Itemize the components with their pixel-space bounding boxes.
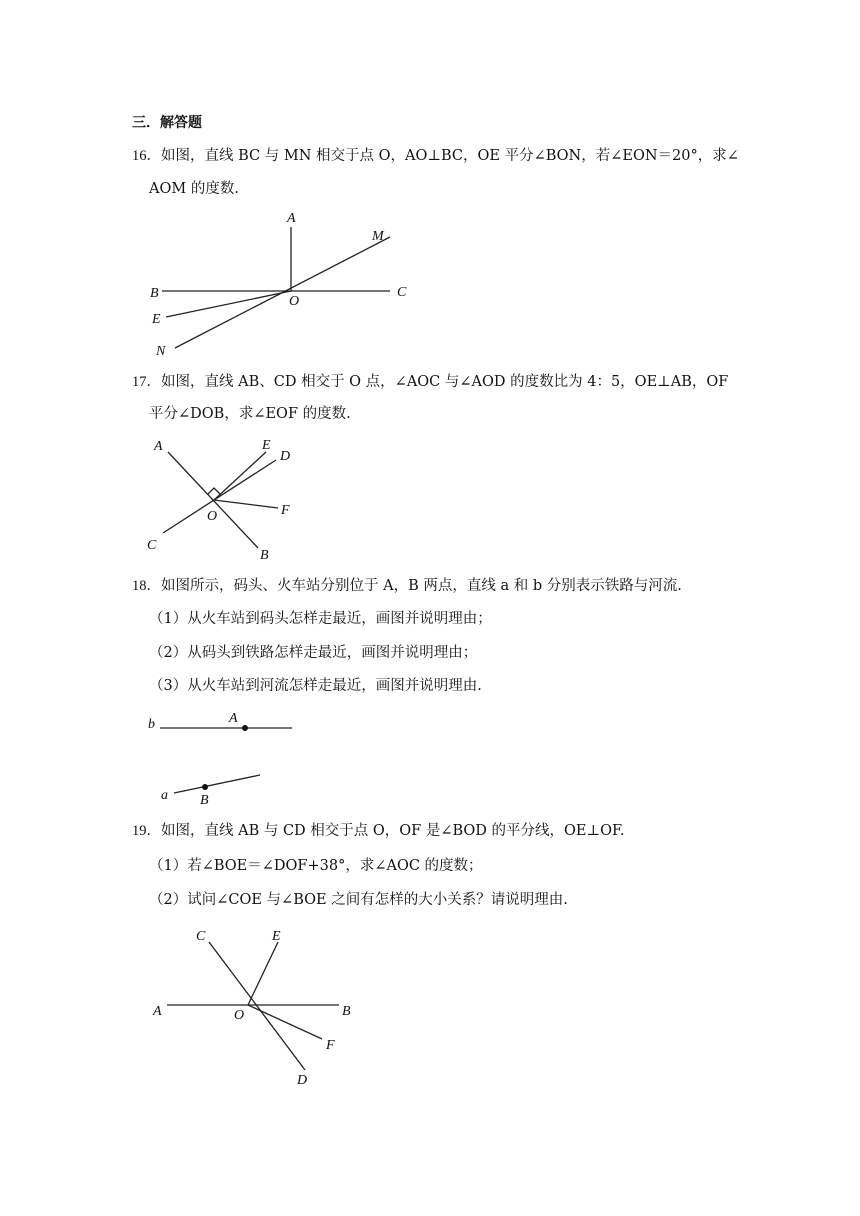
problem-16-text-1: 如图，直线 BC 与 MN 相交于点 O，AO⊥BC，OE 平分∠BON，若∠EON＝20°，求∠ [161,148,739,164]
label-M: M [372,229,384,244]
label-F: F [281,503,290,518]
label-C: C [397,285,407,300]
label-B: B [342,1004,351,1019]
label-B: B [260,548,269,563]
point-A [242,725,248,731]
label-B: B [200,793,209,808]
ray-of [214,500,278,508]
right-angle-mark [208,488,220,494]
problem-19-line-1 [132,821,624,841]
point-B [202,784,208,790]
problem-18-line-1 [132,576,682,596]
label-C: C [147,538,157,553]
label-O: O [289,294,300,309]
label-E: E [272,929,281,944]
label-A: A [229,711,238,726]
problem-18-number: 18． [132,578,161,594]
figure-17 [140,430,310,565]
label-E: E [262,438,271,453]
label-E: E [152,312,161,327]
ray-oe [248,942,278,1005]
problem-16-line-2: AOM 的度数. [149,181,239,197]
problem-16-line-1 [132,146,739,166]
figure-16 [140,200,420,360]
ray-oe [166,291,291,317]
problem-16-number: 16． [132,148,161,164]
label-b: b [148,717,155,732]
figure-19 [145,920,370,1090]
ray-of [248,1005,322,1039]
label-a: a [161,788,168,803]
problem-17-text-1: 如图，直线 AB、CD 相交于 O 点，∠AOC 与∠AOD 的度数比为 4：5，OE⊥AB，OF [161,374,729,390]
problem-19-sub-1: （1）若∠BOE＝∠DOF+38°，求∠AOC 的度数； [149,858,483,874]
problem-18-sub-2: （2）从码头到铁路怎样走最近，画图并说明理由； [149,645,478,661]
problem-18-sub-1: （1）从火车站到码头怎样走最近，画图并说明理由； [149,611,492,627]
ray-oe [214,452,266,500]
line-cd [209,942,305,1070]
label-A: A [287,211,296,226]
section-title: 三．解答题 [132,115,202,131]
label-D: D [280,449,291,464]
problem-19-text-1: 如图，直线 AB 与 CD 相交于点 O，OF 是∠BOD 的平分线，OE⊥OF. [161,823,625,839]
line-cd [163,460,276,533]
problem-17-line-1 [132,372,728,392]
label-B: B [150,286,159,301]
label-A: A [154,439,163,454]
problem-17-line-2: 平分∠DOB，求∠EOF 的度数. [149,406,351,422]
problem-19-sub-2: （2）试问∠COE 与∠BOE 之间有怎样的大小关系？请说明理由. [149,892,568,908]
problem-18-text-1: 如图所示，码头、火车站分别位于 A，B 两点，直线 a 和 b 分别表示铁路与河流. [161,578,682,594]
label-A: A [153,1004,162,1019]
label-C: C [196,929,206,944]
figure-18 [140,705,310,810]
problem-17-number: 17． [132,374,161,390]
problem-19-number: 19． [132,823,161,839]
label-O: O [234,1008,245,1023]
problem-18-sub-3: （3）从火车站到河流怎样走最近，画图并说明理由. [149,678,482,694]
label-N: N [156,344,166,359]
label-D: D [297,1073,308,1088]
label-F: F [326,1038,335,1053]
label-O: O [207,509,218,524]
line-a [174,775,260,793]
